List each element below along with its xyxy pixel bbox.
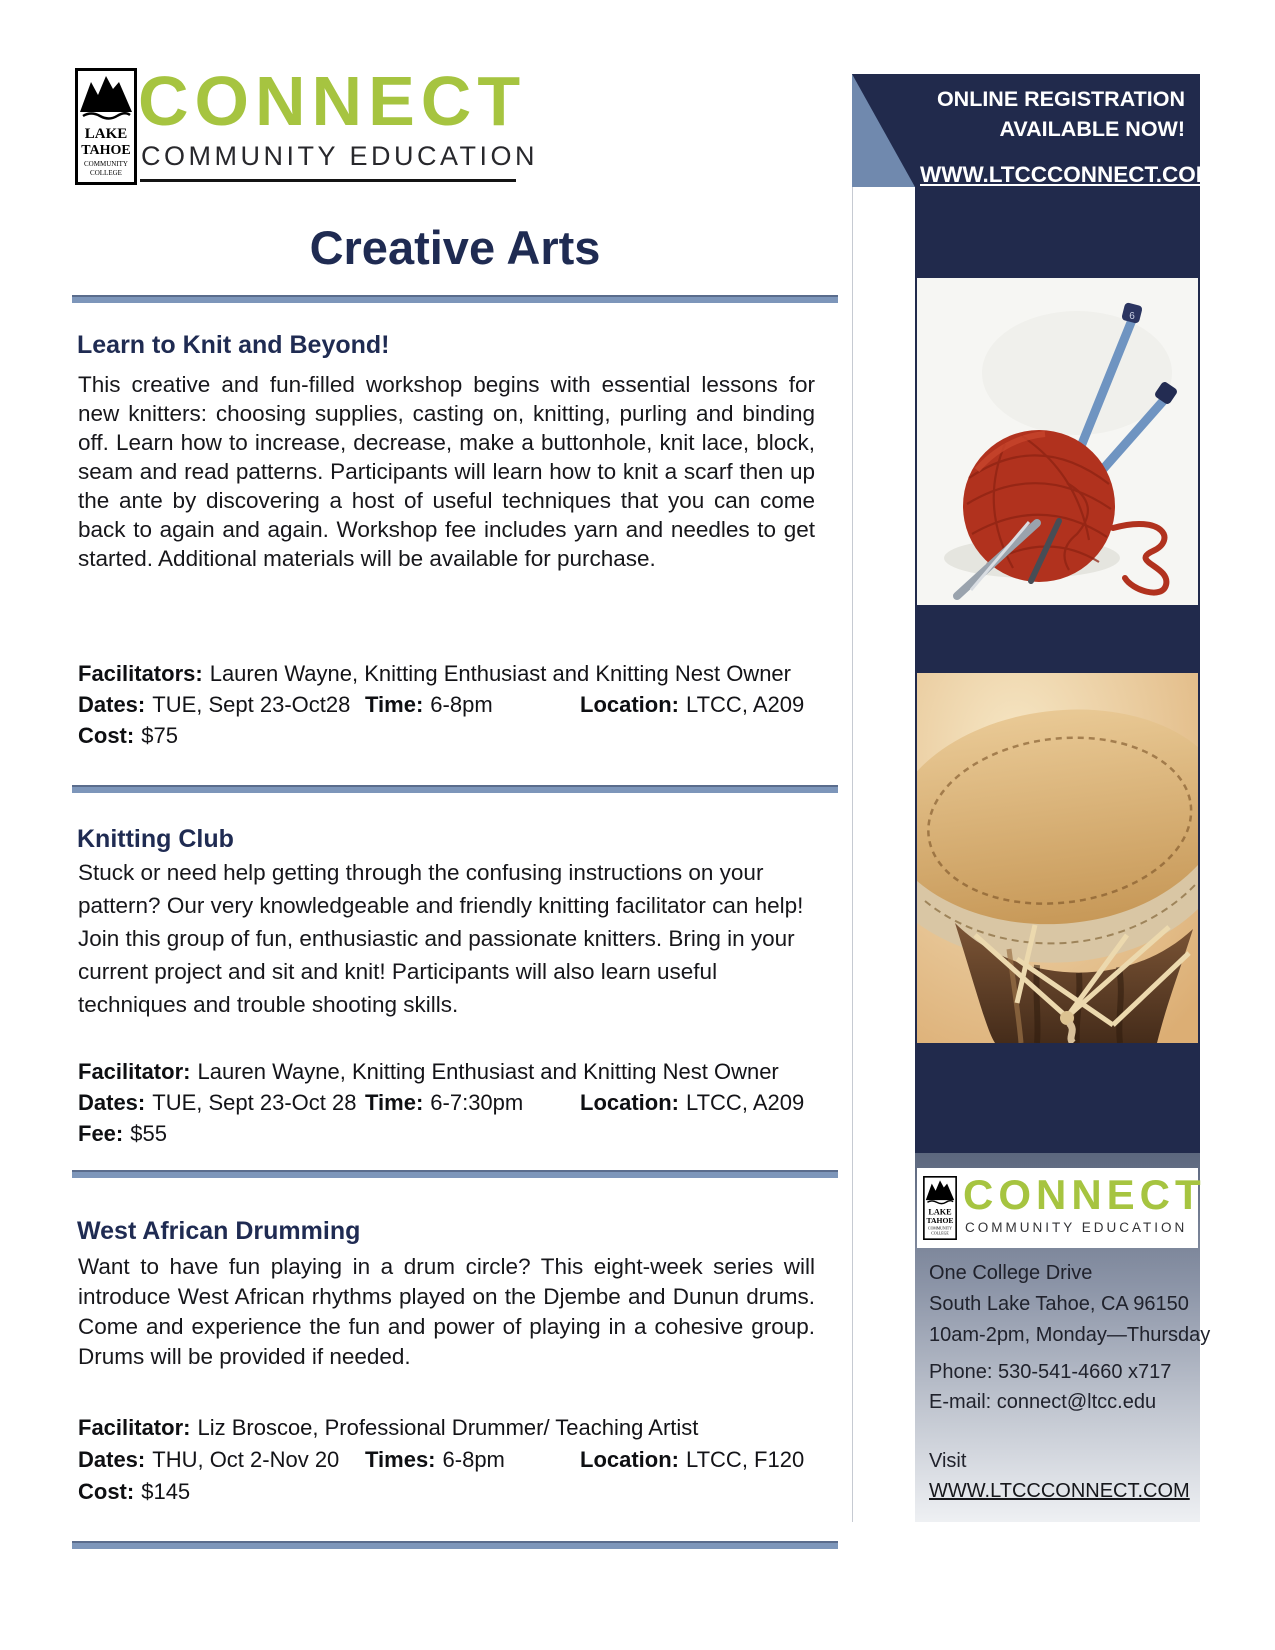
location-value: LTCC, A209 bbox=[686, 1090, 805, 1115]
fee-line bbox=[78, 1118, 838, 1149]
svg-text:LAKE: LAKE bbox=[928, 1207, 952, 1217]
section-heading-drumming: West African Drumming bbox=[77, 1217, 361, 1245]
footer-logo-tagline: COMMUNITY EDUCATION bbox=[965, 1220, 1188, 1235]
facilitator-label: Facilitator: bbox=[78, 1415, 191, 1440]
logo-underline bbox=[140, 179, 516, 182]
facilitator-line bbox=[78, 1412, 838, 1444]
banner-url-link[interactable]: WWW.LTCCCONNECT.COM bbox=[920, 162, 1215, 187]
facilitator-label: Facilitators: bbox=[78, 661, 203, 686]
logo-connect-wordmark: CONNECT bbox=[138, 62, 527, 140]
facilitator-line bbox=[78, 1056, 838, 1087]
cost-label: Cost: bbox=[78, 723, 135, 748]
email-address[interactable]: E-mail: connect@ltcc.edu bbox=[929, 1391, 1157, 1413]
logo-word-community: COMMUNITY bbox=[84, 160, 128, 168]
footer-address-block bbox=[929, 1258, 1211, 1351]
section-divider bbox=[72, 1170, 838, 1178]
page-title: Creative Arts bbox=[309, 221, 601, 274]
dates-value: THU, Oct 2-Nov 20 bbox=[152, 1447, 340, 1472]
facilitator-value: Lauren Wayne, Knitting Enthusiast and Knitting Nest Owner bbox=[197, 1059, 779, 1084]
schedule-line bbox=[78, 1087, 838, 1118]
footer-visit-block bbox=[929, 1446, 1191, 1506]
fee-value: $55 bbox=[130, 1121, 167, 1146]
time-value: 6-7:30pm bbox=[430, 1090, 524, 1115]
footer-lake-tahoe-logo-icon bbox=[923, 1176, 957, 1240]
times-label: Times: bbox=[365, 1447, 436, 1472]
section-body-knitting-club: Stuck or need help getting through the confusing instructions on your pattern? Our very knowledgeable and friendly knitting facilitator can help! Join this group of fun, enthusiastic and passionate knitters. Bring in your current project and sit and knit! Participants will also learn useful techniques and trouble shooting skills. bbox=[78, 860, 804, 1017]
facilitator-value: Lauren Wayne, Knitting Enthusiast and Knitting Nest Owner bbox=[209, 661, 791, 686]
footer-connect-wordmark: CONNECT bbox=[963, 1171, 1206, 1218]
section-body-drumming: Want to have fun playing in a drum circle? This eight-week series will introduce West African rhythms played on the Djembe and Dunun drums. Come and experience the fun and power of playing in a cohesive group. Drums will be provided if needed. bbox=[78, 1254, 815, 1369]
location-label: Location: bbox=[580, 692, 679, 717]
section-details-drumming bbox=[78, 1412, 838, 1508]
dates-label: Dates: bbox=[78, 1090, 146, 1115]
needle-cap-number: 6 bbox=[1129, 311, 1135, 322]
cost-label: Cost: bbox=[78, 1479, 135, 1504]
logo-word-tahoe: TAHOE bbox=[81, 143, 131, 158]
logo-tagline: COMMUNITY EDUCATION bbox=[141, 141, 538, 171]
address-line1: One College Drive bbox=[929, 1262, 1093, 1284]
svg-text:COLLEGE: COLLEGE bbox=[931, 1231, 949, 1236]
cost-line bbox=[78, 1476, 838, 1508]
section-divider bbox=[72, 295, 838, 303]
lake-tahoe-college-logo-icon bbox=[75, 68, 137, 185]
facilitator-line bbox=[78, 658, 838, 689]
time-label: Time: bbox=[365, 692, 424, 717]
dates-value: TUE, Sept 23-Oct 28 bbox=[152, 1090, 357, 1115]
time-value: 6-8pm bbox=[430, 692, 493, 717]
section-heading-knit-beyond: Learn to Knit and Beyond! bbox=[77, 331, 390, 359]
section-body-knit-beyond: This creative and fun-filled workshop begins with essential lessons for new knitters: choosing supplies, casting on, knitting, purling and binding off. Learn how to increase, decrease, make a buttonhole, knit lace, block, seam and read patterns. Participants will learn how to knit a scarf then up the ante by discovering a host of useful techniques that you can come back to again and again. Workshop fee includes yarn and needles to get started. Additional materials will be available for purchase. bbox=[78, 372, 815, 571]
sidebar-left-border bbox=[852, 187, 853, 1522]
footer-contact-block bbox=[929, 1357, 1191, 1417]
section-heading-knitting-club: Knitting Club bbox=[77, 825, 234, 853]
cost-line bbox=[78, 720, 838, 751]
dates-value: TUE, Sept 23-Oct28 bbox=[152, 692, 351, 717]
section-divider bbox=[72, 1541, 838, 1549]
location-value: LTCC, A209 bbox=[686, 692, 805, 717]
schedule-line bbox=[78, 689, 838, 720]
cost-value: $145 bbox=[141, 1479, 191, 1504]
section-details-knit-beyond bbox=[78, 658, 838, 751]
address-line2: South Lake Tahoe, CA 96150 bbox=[929, 1293, 1189, 1315]
cost-value: $75 bbox=[141, 723, 178, 748]
djembe-drum-photo bbox=[917, 673, 1198, 1043]
time-label: Time: bbox=[365, 1090, 424, 1115]
dates-label: Dates: bbox=[78, 692, 146, 717]
schedule-line bbox=[78, 1444, 838, 1476]
office-hours: 10am-2pm, Monday—Thursday bbox=[929, 1324, 1211, 1346]
banner-line2: AVAILABLE NOW! bbox=[999, 117, 1185, 141]
svg-text:COMMUNITY: COMMUNITY bbox=[928, 1226, 952, 1231]
fee-label: Fee: bbox=[78, 1121, 124, 1146]
times-value: 6-8pm bbox=[442, 1447, 505, 1472]
facilitator-label: Facilitator: bbox=[78, 1059, 191, 1084]
section-details-knitting-club bbox=[78, 1056, 838, 1149]
location-label: Location: bbox=[580, 1447, 679, 1472]
knitting-yarn-photo bbox=[917, 278, 1198, 605]
footer-url-link[interactable]: WWW.LTCCCONNECT.COM bbox=[929, 1480, 1190, 1502]
banner-line1: ONLINE REGISTRATION bbox=[936, 87, 1185, 111]
location-value: LTCC, F120 bbox=[686, 1447, 805, 1472]
dates-label: Dates: bbox=[78, 1447, 146, 1472]
visit-label: Visit bbox=[929, 1450, 967, 1472]
section-divider bbox=[72, 785, 838, 793]
phone-number: Phone: 530-541-4660 x717 bbox=[929, 1361, 1172, 1383]
facilitator-value: Liz Broscoe, Professional Drummer/ Teaching Artist bbox=[197, 1415, 699, 1440]
logo-word-lake: LAKE bbox=[84, 126, 128, 142]
location-label: Location: bbox=[580, 1090, 679, 1115]
logo-word-college: COLLEGE bbox=[90, 169, 122, 177]
svg-text:TAHOE: TAHOE bbox=[926, 1216, 954, 1226]
